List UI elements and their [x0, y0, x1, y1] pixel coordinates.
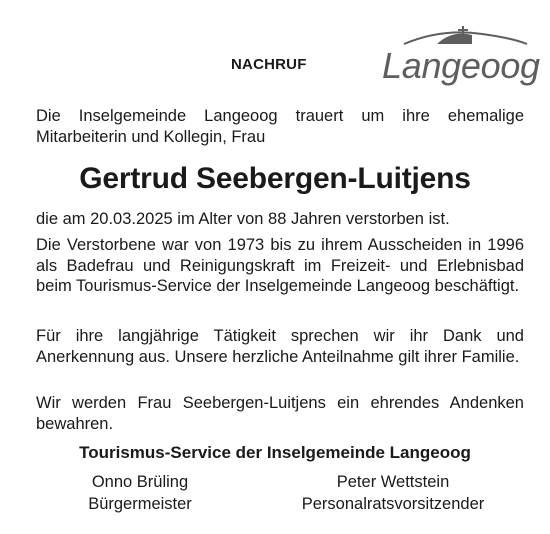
signature-role: Bürgermeister [88, 495, 192, 513]
header-label: NACHRUF [231, 56, 307, 73]
signature-mayor [40, 471, 240, 515]
deceased-name: Gertrud Seebergen-Luitjens [79, 162, 471, 195]
signature-council-chair [268, 471, 518, 515]
paragraph-1: die am 20.03.2025 im Alter von 88 Jahren verstorben ist. [36, 210, 450, 228]
logo-text: Langeoog [382, 45, 540, 86]
signature-name: Onno Brüling [91, 473, 189, 491]
paragraph-3: Für ihre langjährige Tätigkeit sprechen wir ihr Dank und Anerkennung aus. Unsere herzliche Anteilnahme gilt ihrer Familie. [36, 327, 524, 366]
paragraph-2: Die Verstorbene war von 1973 bis zu ihrem Ausscheiden in 1996 als Badefrau und Reinigungskraft im Freizeit- und Erlebnisbad beim Tourismus-Service der Inselgemeinde Langeoog beschäftigt. [36, 236, 524, 295]
signature-role: Personalratsvorsitzender [301, 495, 485, 513]
intro-text: Die Inselgemeinde Langeoog trauert um ihre ehemalige Mitarbeiterin und Kollegin, Frau [36, 107, 524, 146]
signature-name: Peter Wettstein [336, 473, 450, 491]
organization-name: Tourismus-Service der Inselgemeinde Langeoog [79, 443, 471, 462]
langeoog-logo [382, 22, 540, 86]
paragraph-4: Wir werden Frau Seebergen-Luitjens ein ehrendes Andenken bewahren. [36, 394, 524, 433]
